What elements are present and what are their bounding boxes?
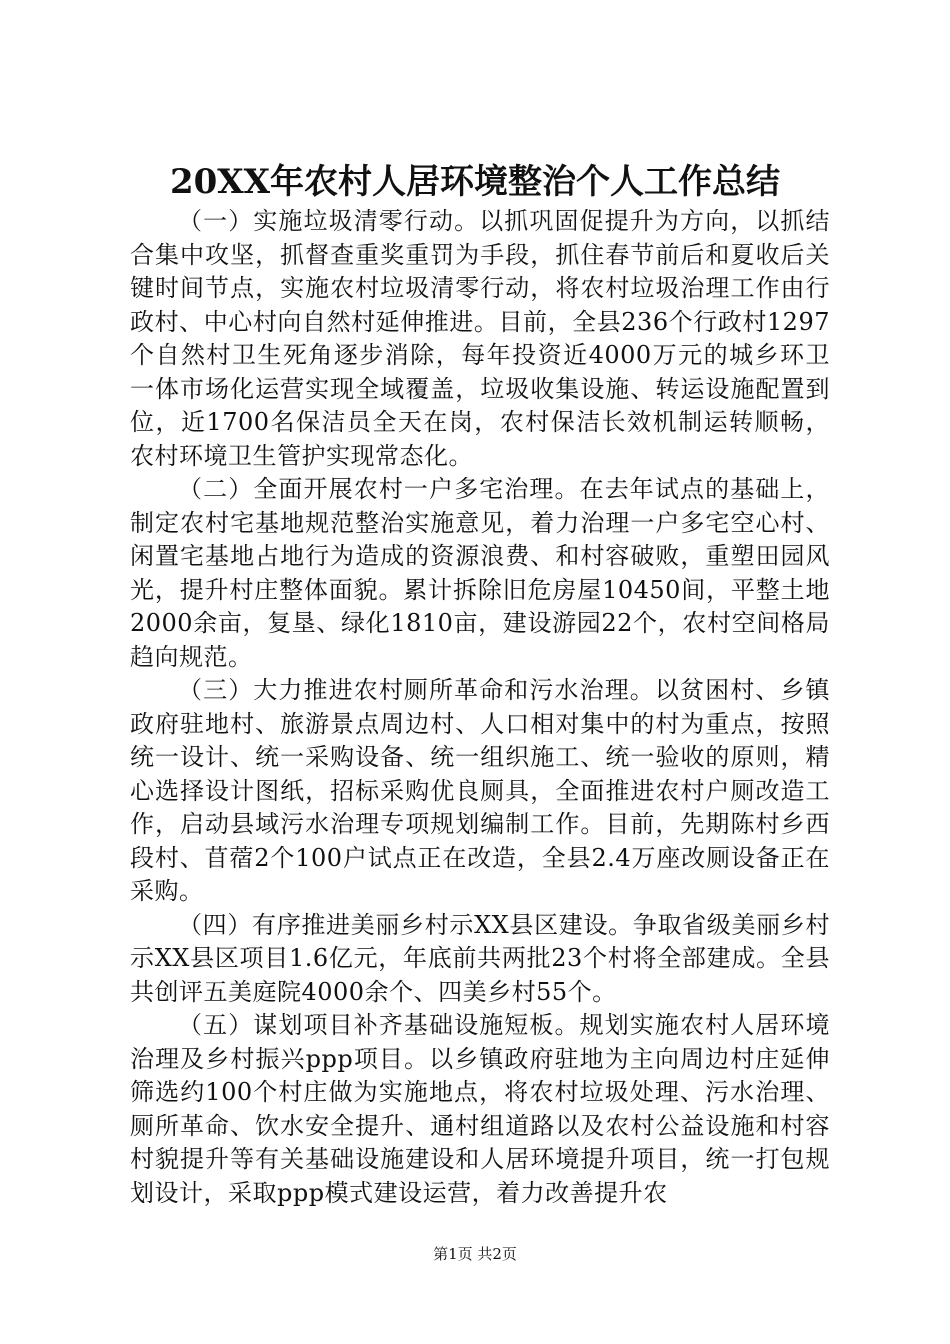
document-body: [130, 205, 830, 1210]
paragraph-1: （一）实施垃圾清零行动。以抓巩固促提升为方向，以抓结合集中攻坚，抓督查重奖重罚为手段，抓住春节前后和夏收后关键时间节点，实施农村垃圾清零行动，将农村垃圾治理工作由行政村、中心村向自然村延伸推进。目前，全县236个行政村1297个自然村卫生死角逐步消除，每年投资近4000万元的城乡环卫一体市场化运营实现全域覆盖，垃圾收集设施、转运设施配置到位，近1700名保洁员全天在岗，农村保洁长效机制运转顺畅，农村环境卫生管护实现常态化。: [130, 207, 830, 470]
paragraph-2: （二）全面开展农村一户多宅治理。在去年试点的基础上，制定农村宅基地规范整治实施意见，着力治理一户多宅空心村、闲置宅基地占地行为造成的资源浪费、和村容破败，重塑田园风光，提升村庄整体面貌。累计拆除旧危房屋10450间，平整土地2000余亩，复垦、绿化1810亩，建设游园22个，农村空间格局趋向规范。: [130, 475, 830, 671]
page-number-footer: 第1页 共2页: [433, 1245, 517, 1263]
document-title: 20XX年农村人居环境整治个人工作总结: [169, 162, 781, 202]
paragraph-3: （三）大力推进农村厕所革命和污水治理。以贫困村、乡镇政府驻地村、旅游景点周边村、人口相对集中的村为重点，按照统一设计、统一采购设备、统一组织施工、统一验收的原则，精心选择设计图纸，招标采购优良厕具，全面推进农村户厕改造工作，启动县域污水治理专项规划编制工作。目前，先期陈村乡西段村、苜蓿2个100户试点正在改造，全县2.4万座改厕设备正在采购。: [130, 676, 830, 905]
paragraph-5: （五）谋划项目补齐基础设施短板。规划实施农村人居环境治理及乡村振兴ppp项目。以乡镇政府驻地为主向周边村庄延伸筛选约100个村庄做为实施地点，将农村垃圾处理、污水治理、厕所革命、饮水安全提升、通村组道路以及农村公益设施和村容村貌提升等有关基础设施建设和人居环境提升项目，统一打包规划设计，采取ppp模式建设运营，着力改善提升农: [130, 1011, 830, 1207]
paragraph-4: （四）有序推进美丽乡村示XX县区建设。争取省级美丽乡村示XX县区项目1.6亿元，年底前共两批23个村将全部建成。全县共创评五美庭院4000余个、四美乡村55个。: [130, 910, 830, 1006]
